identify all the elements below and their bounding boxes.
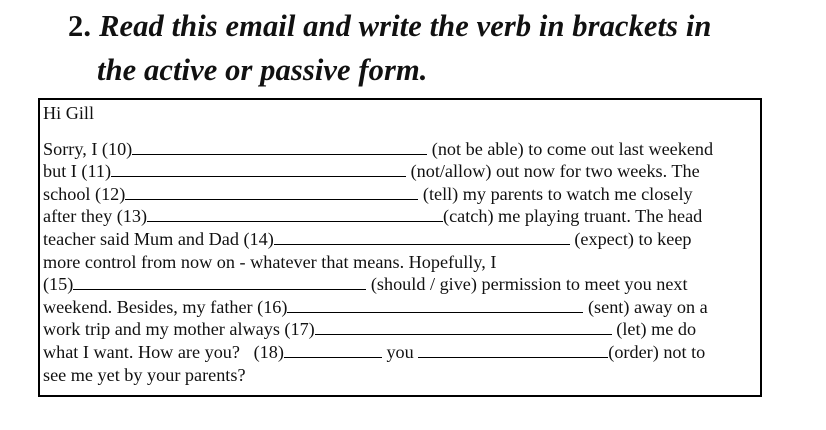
line-2-suffix: (not/allow) out now for two weeks. The [406,161,700,181]
line-1-suffix: (not be able) to come out last weekend [427,139,714,159]
exercise-heading [68,4,818,92]
instruction-line-1: Read this email and write the verb in brackets in [99,9,712,43]
line-4-suffix: (catch) me playing truant. The head [443,206,703,226]
email-line-9 [43,318,696,340]
instruction-line-2: the active or passive form. [97,53,428,87]
line-10-suffix: (order) not to [608,342,706,362]
line-3-prefix: school (12) [43,184,126,204]
email-line-10 [43,341,705,363]
email-line-3 [43,183,693,205]
email-line-4 [43,205,702,227]
email-line-6: more control from now on - whatever that means. Hopefully, I [43,252,497,272]
line-8-suffix: (sent) away on a [583,297,708,317]
blank-13[interactable] [147,206,443,222]
email-line-7 [43,273,688,295]
email-greeting: Hi Gill [43,103,95,123]
email-line-8 [43,296,708,318]
blank-12[interactable] [125,184,418,200]
line-2-prefix: but I (11) [43,161,112,181]
blank-18b[interactable] [418,342,608,358]
line-1-prefix: Sorry, I (10) [43,139,133,159]
line-5-prefix: teacher said Mum and Dad (14) [43,229,274,249]
line-7-prefix: (15) [43,274,74,294]
blank-17[interactable] [315,319,612,335]
blank-18a[interactable] [284,342,382,358]
email-line-1 [43,138,713,160]
line-9-suffix: (let) me do [611,319,697,339]
email-line-5 [43,228,692,250]
line-10-middle: you [381,342,419,362]
blank-14[interactable] [274,229,570,245]
email-line-11: see me yet by your parents? [43,365,246,385]
exercise-number: 2. [68,9,92,43]
blank-10[interactable] [132,139,427,155]
line-5-suffix: (expect) to keep [569,229,692,249]
email-line-2 [43,160,700,182]
line-8-prefix: weekend. Besides, my father (16) [43,297,288,317]
blank-11[interactable] [111,161,406,177]
line-4-prefix: after they (13) [43,206,148,226]
blank-15[interactable] [73,274,366,290]
line-10-prefix: what I want. How are you? (18) [43,342,284,362]
blank-16[interactable] [287,297,583,313]
line-9-prefix: work trip and my mother always (17) [43,319,315,339]
line-3-suffix: (tell) my parents to watch me closely [418,184,693,204]
email-box [38,98,762,397]
line-7-suffix: (should / give) permission to meet you next [366,274,688,294]
